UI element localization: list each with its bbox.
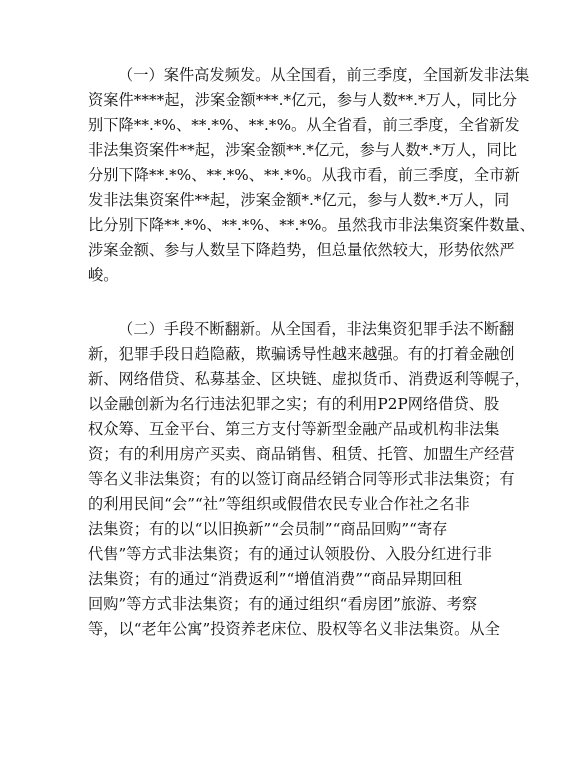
text-line: 权众筹、互金平台、第三方支付等新型金融产品或机构非法集 [88,420,500,438]
text-line: 回购”等方式非法集资；有的通过组织“看房团”旅游、考察 [88,595,478,613]
text-line: 资案件****起，涉案金额***.*亿元，参与人数**.*万人，同比分 [88,91,518,109]
text-line: 资；有的利用房产买卖、商品销售、租赁、托管、加盟生产经营 [88,445,515,463]
text-line: 的利用民间“会”“社”等组织或假借农民专业合作社之名非 [88,495,470,513]
text-line: 涉案金额、参与人数呈下降趋势，但总量依然较大，形势依然严 [88,241,515,259]
text-line: （二）手段不断翻新。从全国看，非法集资犯罪手法不断翻 [118,320,515,338]
text-line: 新，犯罪手段日趋隐蔽，欺骗诱导性越来越强。有的打着金融创 [88,345,515,363]
text-line: 分别下降**.*%、**.*%、**.*%。从我市看，前三季度，全市新 [88,166,520,184]
text-line: 比分别下降**.*%、**.*%、**.*%。虽然我市非法集资案件数量、 [88,216,535,234]
text-line: 新、网络借贷、私募基金、区块链、虚拟货币、消费返利等幌子， [88,370,530,388]
text-line: 代售”等方式非法集资；有的通过认领股份、入股分红进行非 [88,545,492,563]
text-line: 法集资；有的以“以旧换新”“会员制”“商品回购”“寄存 [88,520,448,538]
text-line: 发非法集资案件**起，涉案金额*.*亿元，参与人数*.*万人，同 [88,191,510,209]
text-line: 等名义非法集资；有的以签订商品经销合同等形式非法集资；有 [88,470,515,488]
paragraph-new-methods [88,317,530,642]
text-line: 别下降**.*%、**.*%、**.*%。从全省看，前三季度，全省新发 [88,116,520,134]
text-line: （一）案件高发频发。从全国看，前三季度，全国新发非法集 [118,66,530,84]
text-line: 以金融创新为名行违法犯罪之实；有的利用P2P网络借贷、股 [88,395,500,413]
text-line: 峻。 [88,266,119,284]
text-line: 法集资；有的通过“消费返利”“增值消费”“商品异期回租 [88,570,463,588]
text-line: 等，以“老年公寓”投资养老床位、股权等名义非法集资。从全 [88,620,500,638]
text-line: 非法集资案件**起，涉案金额**.*亿元，参与人数*.*万人，同比 [88,141,517,159]
paragraph-case-frequency [88,63,535,288]
